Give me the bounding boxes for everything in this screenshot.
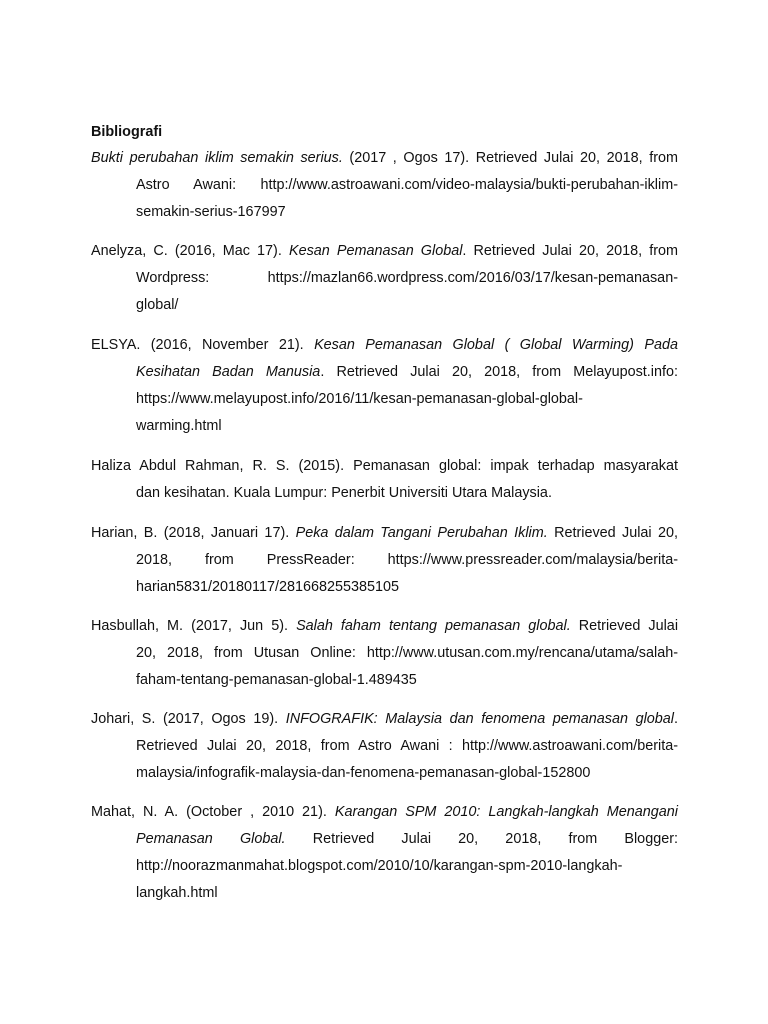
entry-line bbox=[91, 145, 678, 172]
entry-line bbox=[136, 265, 678, 292]
entry-text: 2018, from PressReader: https://www.pressreader.com/malaysia/berita- bbox=[136, 552, 678, 568]
entry-line bbox=[91, 520, 678, 547]
entry-title: Pemanasan Global. bbox=[136, 831, 286, 847]
bibliography-entry bbox=[91, 613, 678, 694]
entry-text: Anelyza, C. (2016, Mac 17). bbox=[91, 243, 289, 259]
entry-line bbox=[136, 733, 678, 760]
entry-text: Hasbullah, M. (2017, Jun 5). bbox=[91, 618, 297, 634]
entry-text: malaysia/infografik-malaysia-dan-fenomena-pemanasan-global-152800 bbox=[136, 765, 591, 781]
entry-text: 20, 2018, from Utusan Online: http://www.utusan.com.my/rencana/utama/salah- bbox=[136, 645, 678, 661]
bibliography-entry bbox=[91, 706, 678, 787]
entry-text: Retrieved Julai 20, 2018, from Blogger: bbox=[285, 831, 678, 847]
entry-text: http://noorazmanmahat.blogspot.com/2010/10/karangan-spm-2010-langkah- bbox=[136, 858, 623, 874]
entry-line bbox=[136, 760, 678, 787]
entry-text: Retrieved Julai 20, bbox=[547, 525, 678, 541]
entry-line bbox=[136, 292, 678, 319]
entry-text: Mahat, N. A. (October , 2010 21). bbox=[91, 804, 335, 820]
bibliography-entry bbox=[91, 520, 678, 601]
entry-text: Retrieved Julai bbox=[570, 618, 679, 634]
entry-line bbox=[136, 480, 678, 507]
entry-text: langkah.html bbox=[136, 885, 218, 901]
bibliography-entry bbox=[91, 238, 678, 319]
bibliography-entry bbox=[91, 453, 678, 507]
entry-title: INFOGRAFIK: Malaysia dan fenomena pemanasan global bbox=[285, 711, 674, 727]
entry-text: Retrieved Julai 20, 2018, from Astro Awani : http://www.astroawani.com/berita- bbox=[136, 738, 678, 754]
entry-line bbox=[136, 640, 678, 667]
entry-line bbox=[136, 826, 678, 853]
entry-title: Kesihatan Badan Manusia bbox=[136, 364, 321, 380]
entry-line bbox=[136, 386, 678, 413]
entry-text: . bbox=[674, 711, 678, 727]
entry-text: . Retrieved Julai 20, 2018, from Melayupost.info: bbox=[320, 364, 679, 380]
entry-line bbox=[91, 799, 678, 826]
entry-text: dan kesihatan. Kuala Lumpur: Penerbit Universiti Utara Malaysia. bbox=[136, 485, 552, 501]
entry-line bbox=[136, 359, 678, 386]
entry-line bbox=[91, 453, 678, 480]
entry-text: Harian, B. (2018, Januari 17). bbox=[91, 525, 296, 541]
entry-line bbox=[136, 853, 678, 880]
entry-line bbox=[136, 547, 678, 574]
entry-line bbox=[136, 199, 678, 226]
entry-title: Peka dalam Tangani Perubahan Iklim. bbox=[295, 525, 548, 541]
entry-title: Kesan Pemanasan Global bbox=[288, 243, 463, 259]
entry-title: Kesan Pemanasan Global ( Global Warming) Pada bbox=[314, 337, 678, 353]
bibliography-entry bbox=[91, 145, 678, 226]
entry-text: harian5831/20180117/281668255385105 bbox=[136, 579, 400, 595]
entry-text: semakin-serius-167997 bbox=[136, 204, 286, 220]
entry-text: Wordpress: https://mazlan66.wordpress.com/2016/03/17/kesan-pemanasan- bbox=[136, 270, 678, 286]
bibliography-entry bbox=[91, 332, 678, 440]
entry-text: global/ bbox=[136, 297, 179, 313]
entry-line bbox=[91, 613, 679, 640]
entry-line bbox=[136, 413, 678, 440]
entry-line bbox=[136, 574, 678, 601]
bibliography-heading: Bibliografi bbox=[91, 124, 163, 140]
entry-text: Astro Awani: http://www.astroawani.com/video-malaysia/bukti-perubahan-iklim- bbox=[136, 177, 678, 193]
entry-text: Johari, S. (2017, Ogos 19). bbox=[91, 711, 286, 727]
entry-text: ELSYA. (2016, November 21). bbox=[91, 337, 315, 353]
entry-line bbox=[136, 667, 678, 694]
entry-title: Salah faham tentang pemanasan global. bbox=[296, 618, 571, 634]
entry-line bbox=[136, 172, 678, 199]
entry-text: https://www.melayupost.info/2016/11/kesan-pemanasan-global-global- bbox=[136, 391, 583, 407]
entry-text: . Retrieved Julai 20, 2018, from bbox=[462, 243, 678, 259]
entry-title: Karangan SPM 2010: Langkah-langkah Menangani bbox=[334, 804, 678, 820]
entry-text: warming.html bbox=[136, 418, 222, 434]
bibliography-entry bbox=[91, 799, 678, 907]
entry-text: faham-tentang-pemanasan-global-1.489435 bbox=[136, 672, 417, 688]
entry-line bbox=[91, 238, 678, 265]
entry-text: (2017 , Ogos 17). Retrieved Julai 20, 2018, from bbox=[342, 150, 678, 166]
entry-line bbox=[91, 332, 678, 359]
entry-title: Bukti perubahan iklim semakin serius. bbox=[91, 150, 343, 166]
entry-line bbox=[91, 706, 678, 733]
entry-text: Haliza Abdul Rahman, R. S. (2015). Pemanasan global: impak terhadap masyarakat bbox=[91, 458, 678, 474]
entry-line bbox=[136, 880, 678, 907]
